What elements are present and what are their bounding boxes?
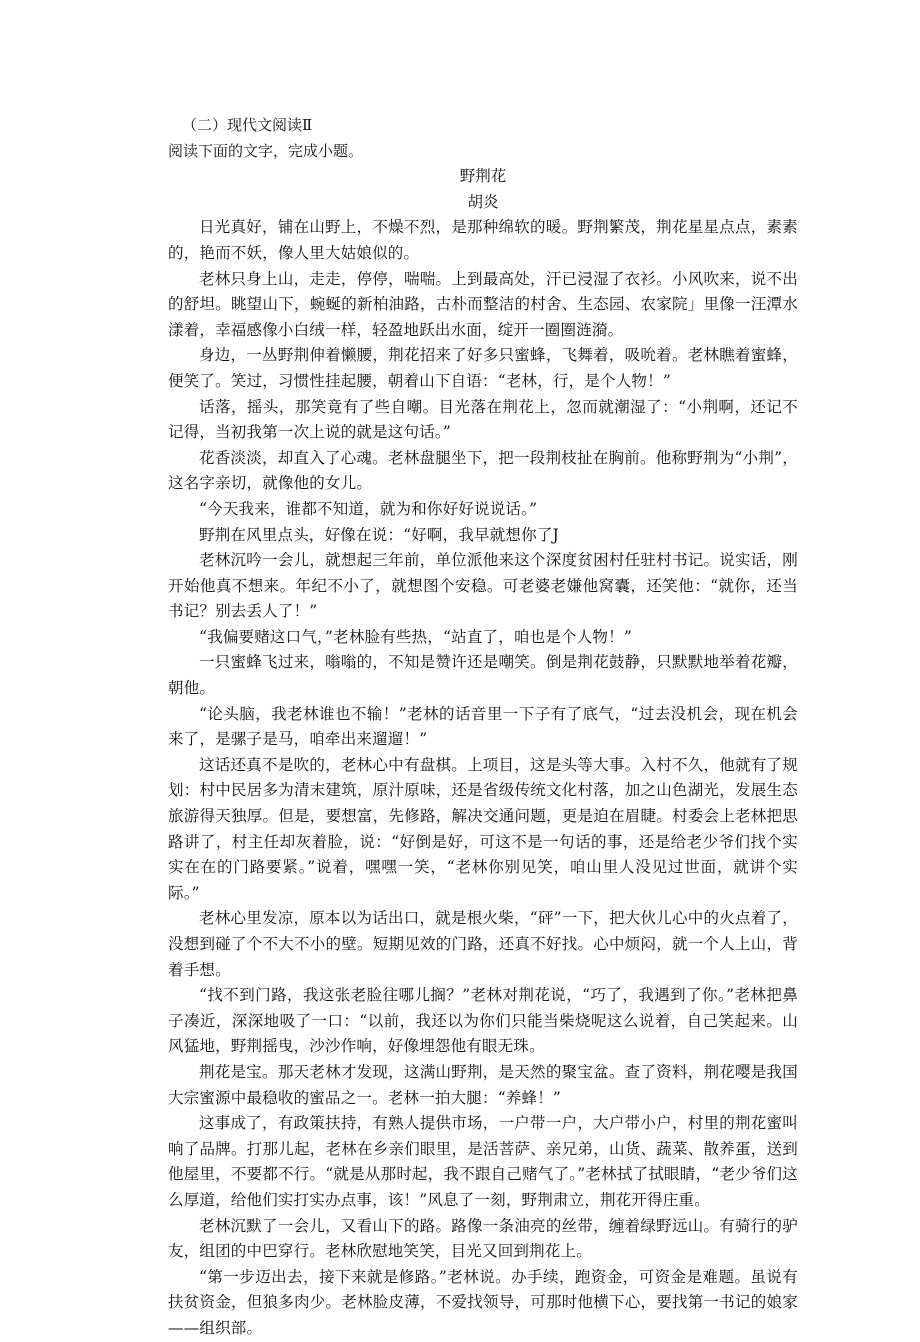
story-paragraph: 老林只身上山，走走，停停，喘喘。上到最高处，汗已浸湿了衣衫。小风吹来，说不出的舒坦。眺望山下，蜿蜒的新柏油路，古朴而整洁的村舍、生态园、农家院」里像一汪潭水漾着，幸福感像小白绒一样，轻盈地跃出水面，绽开一圈圈涟漪。 [168,269,798,339]
story-paragraph: “今天我来，谁都不知道，就为和你好好说说话。” [199,499,538,518]
story-paragraph: 日光真好，铺在山野上，不燥不烈，是那种绵软的暖。野荆繁茂，荆花星星点点，素素的，艳而不妖，像人里大姑娘似的。 [168,218,798,262]
story-paragraph: 身边，一丛野荆伸着懒腰，荆花招来了好多只蜜蜂，飞舞着，吸吮着。老林瞧着蜜蜂，便笑了。笑过，习惯性挂起腰，朝着山下自语：“老林，行，是个人物！” [168,346,798,390]
story-paragraph: 老林沉吟一会儿，就想起三年前，单位派他来这个深度贫困村任驻村书记。说实话，刚开始他真不想来。年纪不小了，就想图个安稳。可老婆老嫌他窝囊，还笑他：“就你，还当书记？别去丢人了！” [168,551,798,621]
section-title: （二）现代文阅读Ⅱ [182,116,313,134]
story-title: 野荆花 [459,167,507,186]
reading-instruction: 阅读下面的文字，完成小题。 [168,141,364,160]
story-paragraph: 老林沉默了一会儿，又看山下的路。路像一条油亮的丝带，缠着绿野远山。有骑行的驴友，组团的中巴穿行。老林欣慰地笑笑，目光又回到荆花上。 [168,1216,798,1261]
story-paragraph: 老林心里发凉，原本以为话出口，就是根火柴，“砰”一下，把大伙儿心中的火点着了，没想到碰了个不大不小的壁。短期见效的门路，还真不好找。心中烦闷，就一个人上山，背着手想。 [168,909,798,979]
story-paragraph: “第一步迈出去，接下来就是修路。”老林说。办手续，跑资金，可资金是难题。虽说有扶贫资金，但狼多肉少。老林脸皮薄，不爱找领导，可那时他横下心，要找第一书记的娘家——组织部。 [168,1267,798,1337]
story-paragraph: 荆花是宝。那天老林才发现，这满山野荆，是天然的聚宝盆。查了资料，荆花嘤是我国大宗蜜源中最稳收的蜜品之一。老林一拍大腿：“养蜂！” [168,1062,798,1107]
story-paragraph: “我偏要赌这口气，”老林脸有些热，“站直了，咱也是个人物！” [199,627,632,646]
story-paragraph: 野荆在风里点头，好像在说：“好啊，我早就想你了J [199,525,559,544]
story-paragraph: 这事成了，有政策扶持，有熟人提供市场，一户带一户，大户带小户，村里的荆花蜜叫响了品牌。打那儿起，老林在乡亲们眼里，是活菩萨、亲兄弟，山货、蔬菜、散养蛋，送到他屋里，不要都不行。“就是从那时起，我不跟自己赌气了。”老林拭了拭眼睛，“老少爷们这么厚道，给他们实打实办点事，该！”风息了一刻，野荆肃立，荆花开得庄重。 [168,1114,798,1209]
document-content [168,113,798,1342]
story-paragraph: 花香淡淡，却直入了心魂。老林盘腿坐下，把一段荆枝扯在胸前。他称野荆为“小荆”，这名字亲切，就像他的女儿。 [168,448,798,493]
story-author: 胡炎 [467,192,499,211]
story-paragraph: “论头脑，我老林谁也不输！”老林的话音里一下子有了底气，“过去没机会，现在机会来了，是骡子是马，咱牵出来遛遛！” [168,704,798,749]
story-paragraph: 一只蜜蜂飞过来，嗡嗡的，不知是赞许还是嘲笑。倒是荆花鼓静，只默默地举着花瓣，朝他。 [168,653,798,698]
story-paragraph: 这话还真不是吹的，老林心中有盘棋。上项目，这是头等大事。入村不久，他就有了规划：村中民居多为清末建筑，原汁原味，还是省级传统文化村落，加之山色湖光，发展生态旅游得天独厚。但是，要想富，先修路，解决交通问题，更是迫在眉睫。村委会上老林把思路讲了，村主任却灰着脸，说：“好倒是好，可这不是一句话的事，还是给老少爷们找个实实在在的门路要紧。”说着，嘿嘿一笑，“老林你别见笑，咱山里人没见过世面，就讲个实际。” [168,755,798,902]
story-paragraph: 话落，摇头，那笑竟有了些自嘲。目光落在荆花上，忽而就潮湿了：“小荆啊，还记不记得，当初我第一次上说的就是这句话。” [168,397,798,442]
story-paragraph: “找不到门路，我这张老脸往哪儿搁？”老林对荆花说，“巧了，我遇到了你。”老林把鼻子凑近，深深地吸了一口：“以前，我还以为你们只能当柴烧呢这么说着，自己笑起来。山风猛地，野荆摇曳，沙沙作响，好像埋怨他有眼无珠。 [168,986,798,1056]
